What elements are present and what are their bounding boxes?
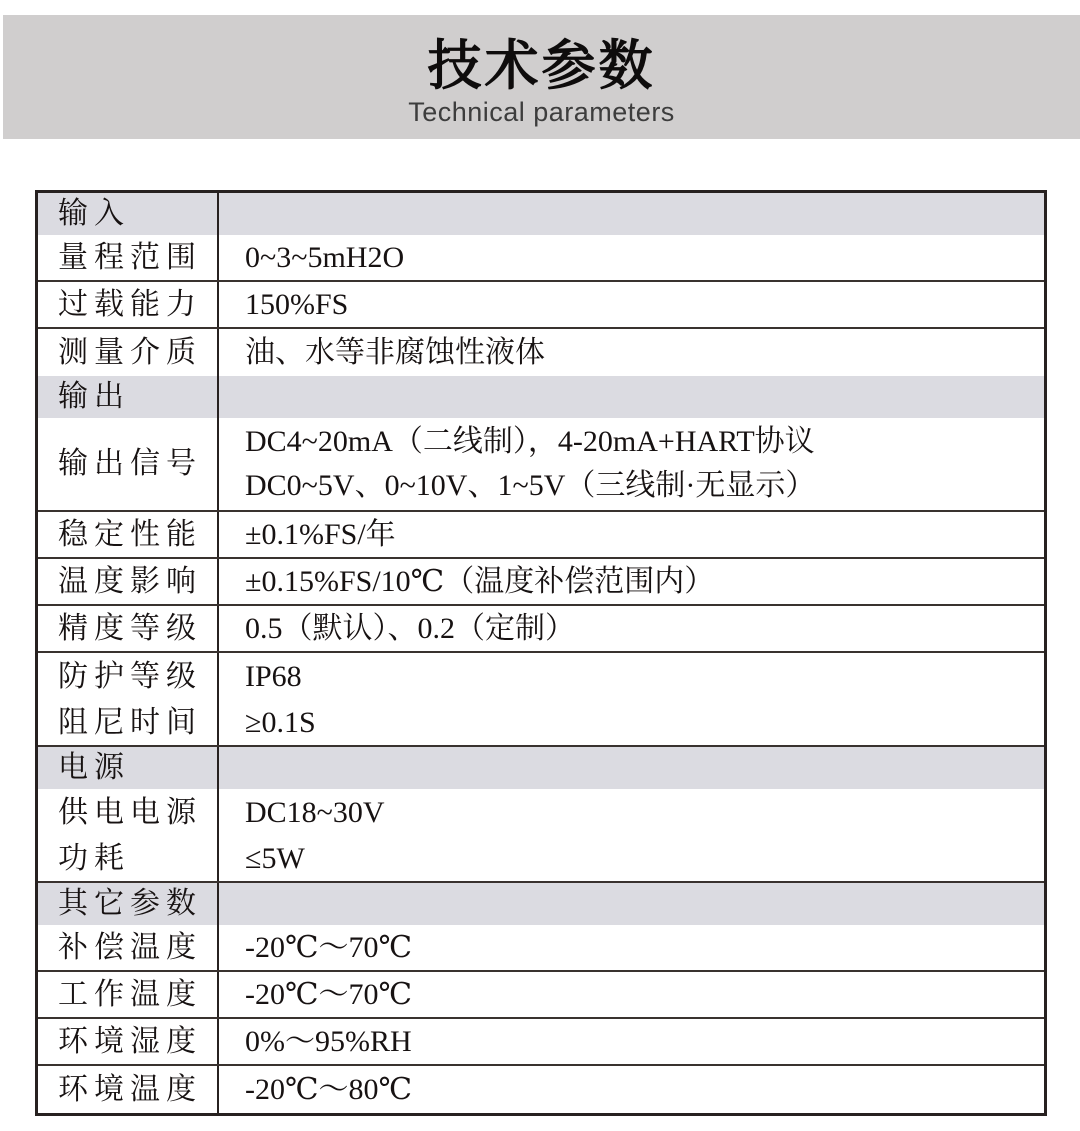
row-label: 环境温度 [38,1066,219,1113]
row-value [219,193,1044,235]
row-label: 防护等级 [38,653,219,700]
row-value: 0.5（默认）、0.2（定制） [245,611,575,645]
row-value [219,376,1044,418]
table-row [38,282,1044,329]
table-row [38,559,1044,606]
table-row [38,1066,1044,1113]
row-value: 150%FS [245,287,349,321]
row-value: ±0.1%FS/年 [245,517,396,551]
row-label: 供电电源 [38,789,219,836]
table-row [38,235,1044,282]
row-label: 工作温度 [38,972,219,1017]
row-value: ≥0.1S [245,705,316,739]
row-value: ±0.15%FS/10℃（温度补偿范围内） [245,564,715,598]
section-header-row [38,747,1044,789]
table-row [38,700,1044,747]
row-label: 功耗 [38,836,219,881]
row-label: 测量介质 [38,329,219,376]
header-banner [3,15,1080,139]
table-row [38,512,1044,559]
row-label: 阻尼时间 [38,700,219,745]
table-row [38,925,1044,972]
row-value: -20℃～70℃ [245,930,413,964]
page-title: 技术参数 [427,36,656,96]
row-label: 过载能力 [38,282,219,327]
table-row [38,836,1044,883]
row-value: 0%～95%RH [245,1024,412,1058]
table-row [38,972,1044,1019]
row-label: 量程范围 [38,235,219,280]
table-row [38,653,1044,700]
table-row [38,329,1044,376]
row-value [219,883,1044,925]
table-row [38,1019,1044,1066]
section-header-row [38,193,1044,235]
row-label: 环境湿度 [38,1019,219,1064]
table-row [38,606,1044,653]
row-value [219,418,1044,510]
row-label: 输出信号 [38,418,219,510]
row-label: 输出 [38,376,219,418]
row-value: ≤5W [245,841,305,875]
table-row [38,789,1044,836]
row-value-line2: DC0~5V、0~10V、1~5V（三线制·无显示） [245,469,816,502]
row-value: IP68 [245,659,302,693]
row-value: -20℃～70℃ [245,977,413,1011]
spec-table [35,190,1047,1116]
section-header-row [38,883,1044,925]
row-label: 稳定性能 [38,512,219,557]
row-label: 精度等级 [38,606,219,651]
row-value: -20℃～80℃ [245,1072,413,1106]
row-value: 0~3~5mH2O [245,240,405,274]
row-label: 温度影响 [38,559,219,604]
section-header-row [38,376,1044,418]
row-label: 电源 [38,747,219,789]
table-row [38,418,1044,512]
row-label: 输入 [38,193,219,235]
row-value: DC18~30V [245,795,385,829]
row-value: 油、水等非腐蚀性液体 [245,335,545,369]
row-label: 其它参数 [38,883,219,925]
row-value-line1: DC4~20mA（二线制），4-20mA+HART协议 [245,425,815,458]
row-label: 补偿温度 [38,925,219,970]
row-value [219,747,1044,789]
page-subtitle: Technical parameters [408,97,675,127]
